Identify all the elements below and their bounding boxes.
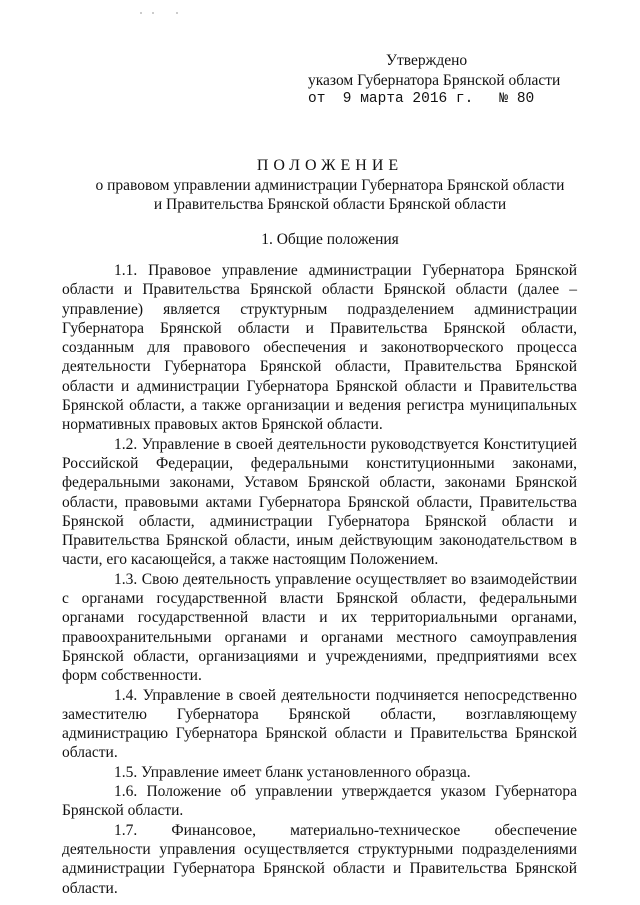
- approval-line-decree: указом Губернатора Брянской области: [308, 71, 561, 89]
- approval-line-date-number: от 9 марта 2016 г. № 80: [308, 91, 535, 107]
- paragraph-1-7: 1.7. Финансовое, материально-техническое обеспечение деятельности управления осуществляется структурными подразделениями администрации Губернатора Брянской области и Правительства Брянской области.: [62, 821, 577, 897]
- paragraph-1-2: 1.2. Управление в своей деятельности руководствуется Конституцией Российской Федерации, федеральными конституционными законами, федеральными законами, Уставом Брянской области, законами Брянской области, правовыми актами Губернатора Брянской области, Правительства Брянской области, администрации Губернатора Брянской области и Правительства Брянской области, иным действующим законодательством в части, его касающейся, а также настоящим Положением.: [62, 435, 577, 569]
- approval-stamp: [308, 51, 608, 110]
- document-title: ПОЛОЖЕНИЕ: [256, 157, 404, 174]
- subtitle-line-2: и Правительства Брянской области Брянской области: [153, 196, 507, 213]
- approval-line-approved: Утверждено: [386, 52, 468, 69]
- subtitle-line-1: о правовом управлении администрации Губернатора Брянской области: [95, 177, 565, 194]
- paragraph-1-3: 1.3. Свою деятельность управление осуществляет во взаимодействии с органами государственной власти Брянской области, федеральными органами государственной власти и их территориальными органами, правоохранительными органами и органами местного самоуправления Брянской области, организациями и учреждениями, предприятиями всех форм собственности.: [62, 570, 577, 685]
- scan-speck: [176, 12, 178, 14]
- paragraph-1-4: 1.4. Управление в своей деятельности подчиняется непосредственно заместителю Губернатора Брянской области, возглавляющему администрацию Губернатора Брянской области и Правительства Брянской области.: [62, 686, 577, 762]
- paragraph-1-1: 1.1. Правовое управление администрации Губернатора Брянской области и Правительства Брянской области Брянской области (далее – управление) является структурным подразделением администрации Губернатора Брянской области и Правительства Брянской области, созданным для правового обеспечения и законотворческого процесса деятельности Губернатора Брянской области, Правительства Брянской области и администрации Губернатора Брянской области и Правительства Брянской области, а также организации и ведения регистра муниципальных нормативных правовых актов Брянской области.: [62, 262, 577, 434]
- scan-speck: [140, 12, 142, 14]
- paragraph-1-6: 1.6. Положение об управлении утверждается указом Губернатора Брянской области.: [62, 783, 577, 820]
- scan-speck: [152, 12, 154, 14]
- section-heading: 1. Общие положения: [261, 231, 399, 248]
- document-body: [62, 261, 577, 898]
- document-subtitle: [60, 176, 600, 214]
- paragraph-1-5: 1.5. Управление имеет бланк установленного образца.: [114, 763, 471, 781]
